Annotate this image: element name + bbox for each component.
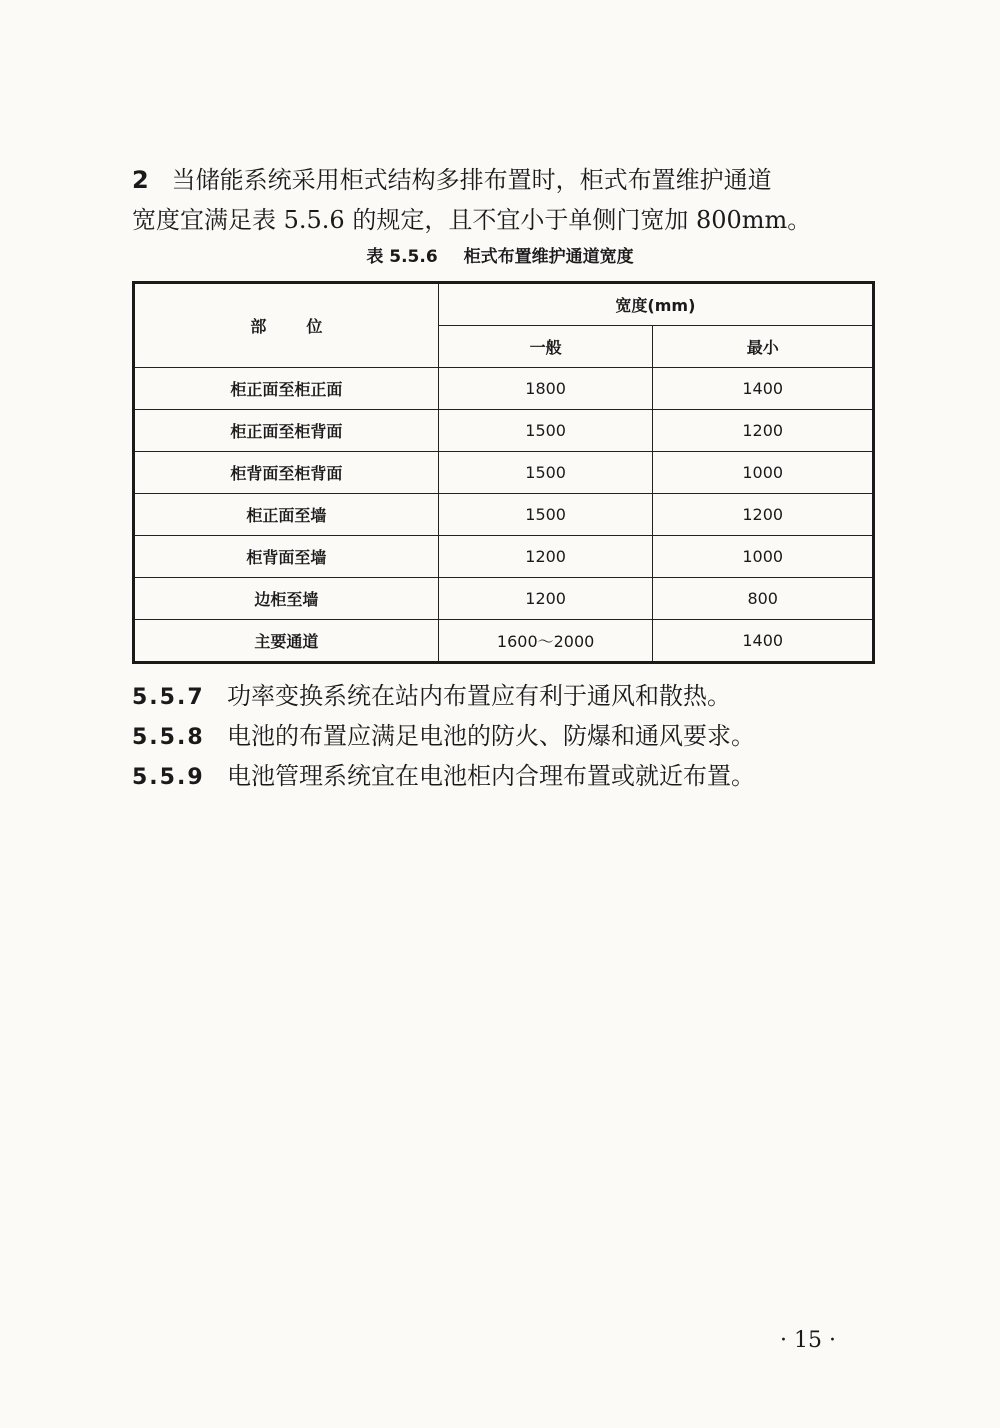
- table-row: [134, 368, 874, 410]
- cell-position: 柜背面至墙: [134, 536, 439, 578]
- cell-minimum: 800: [653, 578, 874, 620]
- table-caption-title: 柜式布置维护通道宽度: [463, 247, 634, 267]
- paragraph-number: 2: [132, 166, 149, 194]
- table-row: [134, 494, 874, 536]
- header-general: 一般: [438, 326, 653, 368]
- cell-position: 边柜至墙: [134, 578, 439, 620]
- maintenance-aisle-width-table: [132, 281, 875, 664]
- cell-position: 柜正面至墙: [134, 494, 439, 536]
- cell-general: 1200: [438, 536, 653, 578]
- cell-minimum: 1000: [653, 536, 874, 578]
- cell-minimum: 1200: [653, 410, 874, 452]
- page-number: · 15 ·: [780, 1328, 836, 1353]
- cell-position: 主要通道: [134, 620, 439, 663]
- clause-5-5-8: [132, 716, 755, 758]
- cell-minimum: 1000: [653, 452, 874, 494]
- table-caption-number: 表 5.5.6: [366, 247, 438, 267]
- clause-text: 功率变换系统在站内布置应有利于通风和散热。: [227, 682, 731, 710]
- cell-position: 柜背面至柜背面: [134, 452, 439, 494]
- cell-general: 1500: [438, 410, 653, 452]
- clause-5-5-9: [132, 756, 755, 798]
- cell-minimum: 1200: [653, 494, 874, 536]
- cell-position: 柜正面至柜正面: [134, 368, 439, 410]
- table-header-row: [134, 283, 874, 326]
- cell-general: 1500: [438, 452, 653, 494]
- cell-minimum: 1400: [653, 620, 874, 663]
- table-row: [134, 620, 874, 663]
- paragraph-text-line-2: 宽度宜满足表 5.5.6 的规定，且不宜小于单侧门宽加 800mm。: [132, 206, 812, 234]
- cell-general: 1500: [438, 494, 653, 536]
- cell-general: 1800: [438, 368, 653, 410]
- table-row: [134, 452, 874, 494]
- clause-text: 电池的布置应满足电池的防火、防爆和通风要求。: [227, 722, 755, 750]
- cell-position: 柜正面至柜背面: [134, 410, 439, 452]
- clause-number: 5.5.8: [132, 725, 205, 750]
- cell-general: 1200: [438, 578, 653, 620]
- cell-minimum: 1400: [653, 368, 874, 410]
- cell-general: 1600～2000: [438, 620, 653, 663]
- table-row: [134, 410, 874, 452]
- clause-number: 5.5.9: [132, 765, 205, 790]
- clause-5-5-7: [132, 676, 731, 718]
- paragraph-2-line-2: [132, 200, 811, 240]
- header-width-group: 宽度(mm): [438, 283, 873, 326]
- clause-number: 5.5.7: [132, 685, 205, 710]
- clause-text: 电池管理系统宜在电池柜内合理布置或就近布置。: [227, 762, 755, 790]
- paragraph-text-line-1: 当储能系统采用柜式结构多排布置时，柜式布置维护通道: [171, 166, 772, 194]
- paragraph-2-line-1: [132, 160, 772, 200]
- header-minimum: 最小: [653, 326, 874, 368]
- table-row: [134, 536, 874, 578]
- table-caption: [0, 244, 1000, 270]
- header-position: 部 位: [134, 283, 439, 368]
- table-row: [134, 578, 874, 620]
